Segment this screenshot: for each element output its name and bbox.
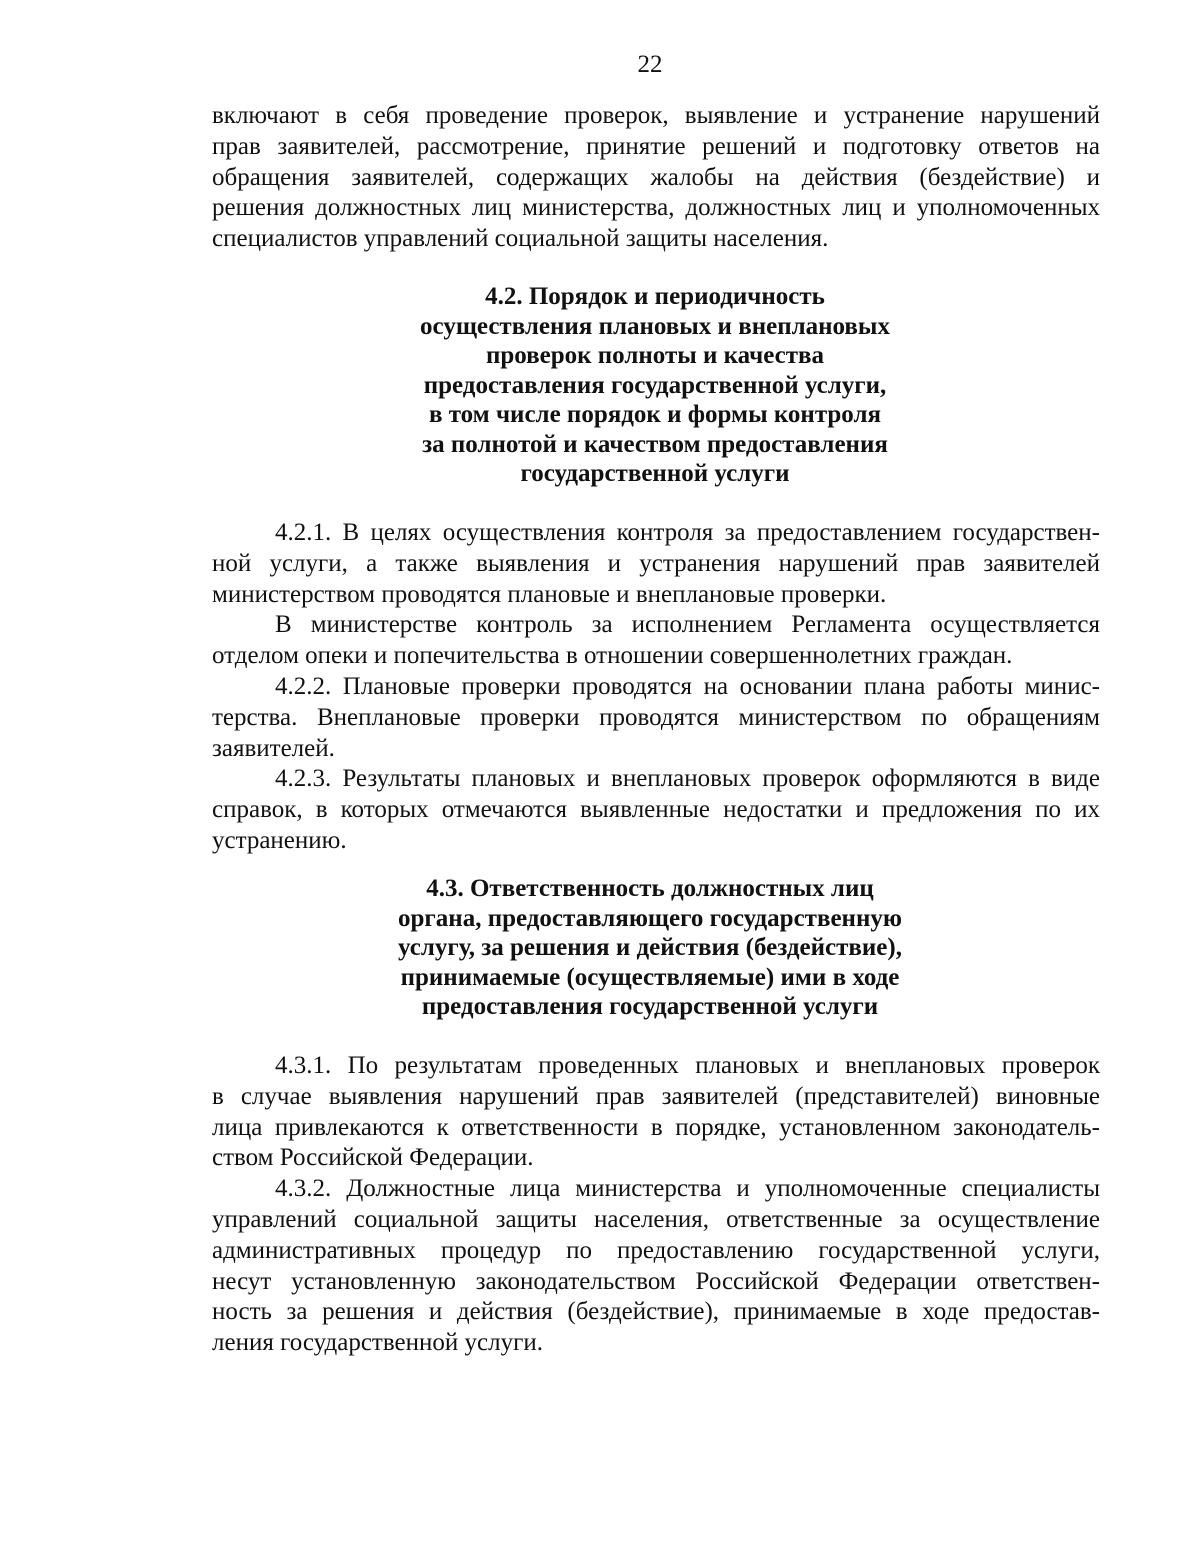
section-4-3-body — [212, 1051, 1100, 1359]
heading-line: проверок полноты и качества — [485, 342, 825, 369]
text-line: терства. Внеплановые проверки проводятся министерством по обращениям — [212, 703, 1100, 731]
text-line: ность за решения и действия (бездействие), принимаемые в ходе предостав- — [212, 1298, 1100, 1326]
heading-line: услугу, за решения и действия (бездействие), — [398, 934, 902, 961]
text-line: 4.3.2. Должностные лица министерства и уполномоченные специалисты — [275, 1175, 1100, 1203]
section-4-2-body — [212, 518, 1100, 857]
text-line: заявителей. — [212, 734, 335, 762]
text-line: включают в себя проведение проверок, выявление и устранение нарушений — [212, 102, 1100, 129]
section-4-3-heading — [330, 874, 970, 1022]
text-line: прав заявителей, рассмотрение, принятие решений и подготовку ответов на — [212, 132, 1100, 160]
heading-line: предоставления государственной услуги, — [423, 371, 887, 399]
heading-line: предоставления государственной услуги — [421, 993, 879, 1020]
text-line: министерством проводятся плановые и внеплановые проверки. — [212, 580, 887, 608]
text-line: В министерстве контроль за исполнением Регламента осуществляется — [275, 611, 1100, 639]
text-line: ления государственной услуги. — [212, 1329, 543, 1357]
text-line: 4.2.3. Результаты плановых и внеплановых проверок оформляются в виде — [275, 765, 1100, 793]
text-line: решения должностных лиц министерства, должностных лиц и уполномоченных — [212, 194, 1100, 222]
text-line: 4.3.1. По результатам проведенных плановых и внеплановых проверок — [275, 1052, 1100, 1079]
heading-line: принимаемые (осуществляемые) ими в ходе — [400, 963, 900, 991]
text-line: 4.2.2. Плановые проверки проводятся на основании плана работы минис- — [275, 672, 1100, 700]
text-line: устранению. — [212, 826, 347, 854]
text-line: специалистов управлений социальной защиты населения. — [212, 225, 829, 253]
text-line: отделом опеки и попечительства в отношении совершеннолетних граждан. — [212, 642, 1013, 670]
heading-line: 4.3. Ответственность должностных лиц — [426, 875, 874, 902]
text-line: 4.2.1. В целях осуществления контроля за предоставлением государствен- — [275, 519, 1100, 546]
heading-line: осуществления плановых и внеплановых — [420, 312, 890, 340]
text-line: лица привлекаются к ответственности в порядке, установленном законодатель- — [212, 1113, 1100, 1141]
heading-line: 4.2. Порядок и периодичность — [485, 283, 825, 310]
text-line: обращения заявителей, содержащих жалобы на действия (бездействие) и — [212, 163, 1100, 191]
heading-line: государственной услуги — [520, 460, 790, 487]
intro-paragraph — [212, 101, 1100, 255]
heading-line: за полнотой и качеством предоставления — [422, 430, 888, 458]
text-line: ной услуги, а также выявления и устранения нарушений прав заявителей — [212, 549, 1100, 577]
text-line: справок, в которых отмечаются выявленные недостатки и предложения по их — [212, 796, 1100, 824]
text-line: ством Российской Федерации. — [212, 1144, 534, 1172]
heading-line: в том числе порядок и формы контроля — [428, 401, 882, 428]
heading-line: органа, предоставляющего государственную — [398, 904, 902, 932]
page-number: 22 — [637, 51, 663, 78]
text-line: несут установленную законодательством Российской Федерации ответствен- — [212, 1267, 1100, 1295]
text-line: в случае выявления нарушений прав заявителей (представителей) виновные — [212, 1082, 1100, 1110]
section-4-2-heading — [355, 282, 955, 489]
text-line: управлений социальной защиты населения, ответственные за осуществление — [212, 1205, 1100, 1233]
text-line: административных процедур по предоставлению государственной услуги, — [212, 1236, 1100, 1264]
